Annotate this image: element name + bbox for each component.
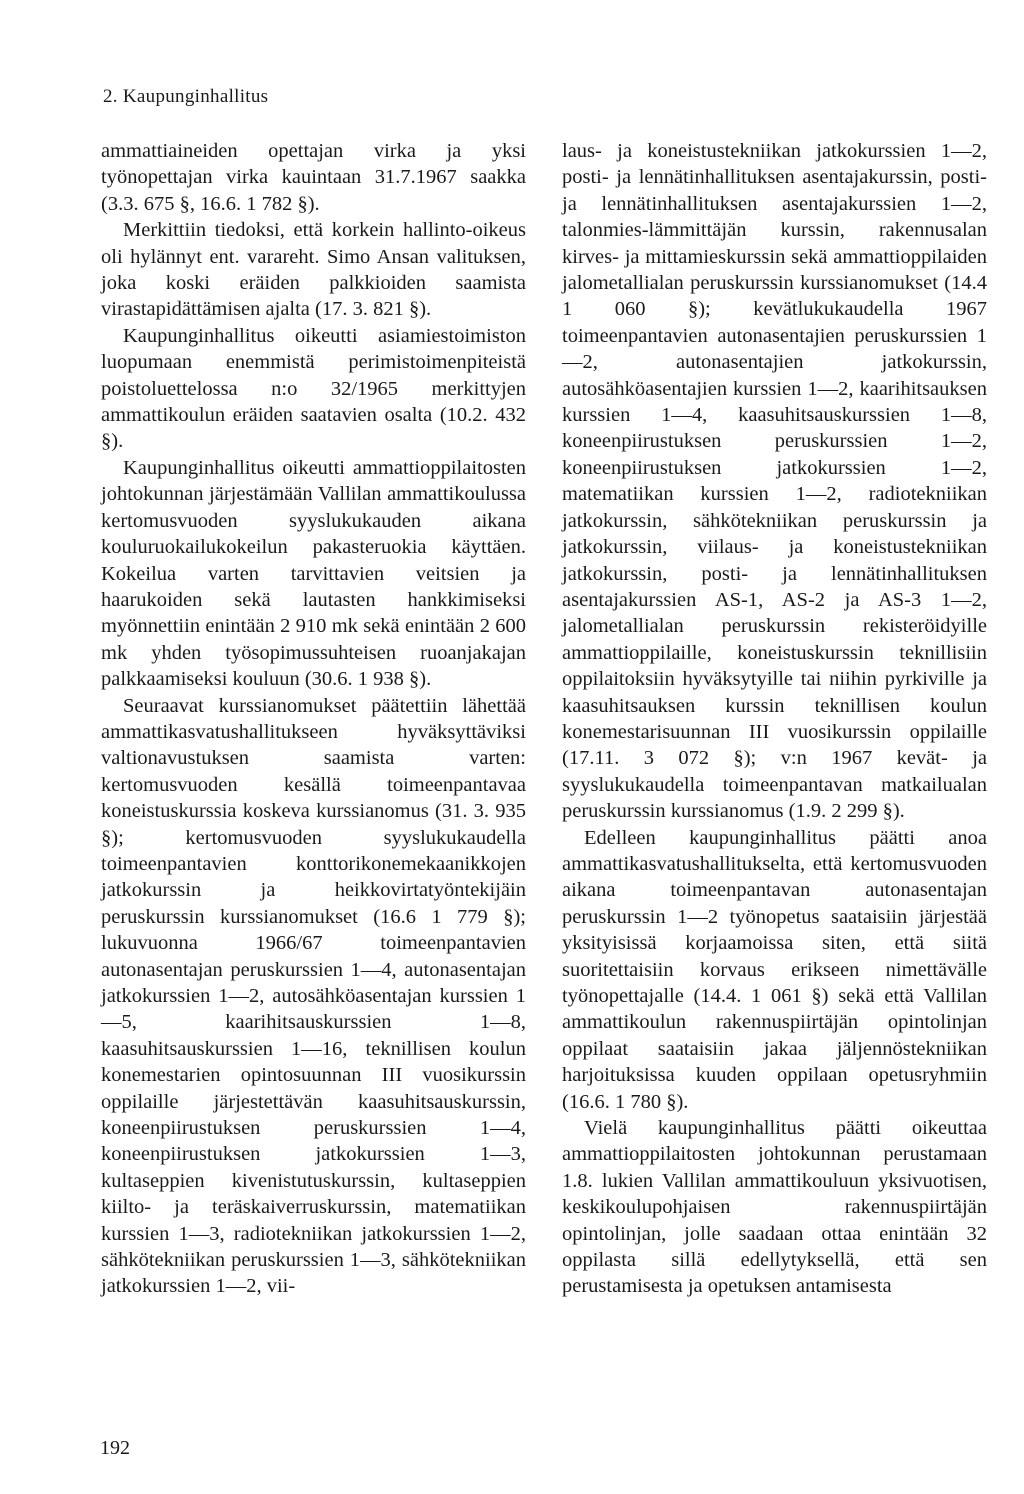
paragraph-school-meal-trial: Kaupunginhallitus oikeutti ammattioppilaitosten johtokunnan järjestämään Vallilan ammattikoulussa kertomusvuoden syyslukukauden aikana kouluruokailukokeilun pakasteruokia käyttäen. Kokeilua varten tarvittavien veitsien ja haarukoiden sekä lautasten hankkimiseksi myönnettiin enintään 2 910 mk sekä enintään 2 600 mk yhden työsopimussuhteisen ruoanjakajan palkkaamiseksi kouluun (30.6. 1 938 §). — [101, 456, 526, 691]
page-number: 192 — [100, 1437, 130, 1459]
paragraph-collection-measures: Kaupunginhallitus oikeutti asiamiestoimiston luopumaan enemmistä perimistoimenpiteistä poistoluettelossa n:o 32/1965 merkittyjen ammattikoulun eräiden saatavien osalta (10.2. 432 §). — [101, 324, 526, 453]
paragraph-new-study-line: Vielä kaupunginhallitus päätti oikeuttaa ammattioppilaitosten johtokunnan perustamaan 1.8. lukien Vallilan ammattikouluun yksivuotisen, keskikoulupohjaisen rakennuspiirtäjän opintolinjan, jolle saadaan ottaa enintään 32 oppilasta sillä edellytyksellä, että sen perustamisesta ja opetuksen antamisesta — [562, 1117, 987, 1298]
paragraph-work-instruction: Edelleen kaupunginhallitus päätti anoa ammattikasvatushallitukselta, että kertomusvuoden aikana toimeenpantavan autonasentajan peruskurssin 1—2 työnopetus saataisiin järjestää yksityisissä korjaamoissa siten, että siitä suoritettaisiin korvaus erikseen nimettävälle työnopettajalle (14.4. 1 061 §) sekä että Vallilan ammattikoulun rakennuspiirtäjän opintolinjan oppilaat saataisiin jakaa jäljennöstekniikan harjoituksissa kuuden oppilaan opetusryhmiin (16.6. 1 780 §). — [562, 826, 987, 1113]
paragraph-continuation: ammattiaineiden opettajan virka ja yksi työnopettajan virka kauintaan 31.7.1967 saakka (3.3. 675 §, 16.6. 1 782 §). — [101, 140, 526, 215]
paragraph-appeal-decision: Merkittiin tiedoksi, että korkein hallinto-oikeus oli hylännyt ent. varareht. Simo Ansan valituksen, joka koski eräiden palkkioiden saamista virastapidättämisen ajalta (17. 3. 821 §). — [101, 219, 526, 321]
paragraph-course-applications-cont: laus- ja koneistustekniikan jatkokurssien 1—2, posti- ja lennätinhallituksen asentajakurssin, posti- ja lennätinhallituksen asentajakurssien 1—2, talonmies-lämmittäjän kurssin, rakennusalan kirves- ja mittamieskurssin sekä ammattioppilaiden jalometallialan peruskurssin kurssianomukset (14.4 1 060 §); kevätlukukaudella 1967 toimeenpantavien autonasentajien peruskurssien 1—2, autonasentajien jatkokurssin, autosähköasentajien kurssien 1—2, kaarihitsauksen kurssien 1—4, kaasuhitsauskurssien 1—8, koneenpiirustuksen peruskurssien 1—2, koneenpiirustuksen jatkokurssien 1—2, matematiikan kurssien 1—2, radiotekniikan jatkokurssin, sähkötekniikan peruskurssin ja jatkokurssin, viilaus- ja koneistustekniikan jatkokurssin, posti- ja lennätinhallituksen asentajakurssien AS-1, AS-2 ja AS-3 1—2, jalometallialan peruskurssin rekisteröidyille ammattioppilaille, koneistuskurssin teknillisiin oppilaitoksiin hyväksytyille tai niihin pyrkiville ja kaasuhitsauksen kurssin teknillisen koulun konemestarisuunnan III vuosikurssin oppilaille (17.11. 3 072 §); v:n 1967 kevät- ja syyslukukaudella toimeenpantavan matkailualan peruskurssin kurssianomus (1.9. 2 299 §). — [562, 140, 987, 823]
paragraph-course-applications: Seuraavat kurssianomukset päätettiin lähettää ammattikasvatushallitukseen hyväksyttäviksi valtionavustuksen saamista varten: kertomusvuoden kesällä toimeenpantavaa koneistuskurssia koskeva kurssianomus (31. 3. 935 §); kertomusvuoden syyslukukaudella toimeenpantavien konttorikonemekaanikkojen jatkokurssin ja heikkovirtatyöntekijäin peruskurssin kurssianomukset (16.6 1 779 §); lukuvuonna 1966/67 toimeenpantavien autonasentajan peruskurssien 1—4, autonasentajan jatkokurssien 1—2, autosähköasentajan kurssien 1—5, kaarihitsauskurssien 1—8, kaasuhitsauskurssien 1—16, teknillisen koulun konemestarien opintosuunnan III vuosikurssin oppilaille järjestettävän kaasuhitsauskurssin, koneenpiirustuksen peruskurssien 1—4, koneenpiirustuksen jatkokurssien 1—3, kultaseppien kivenistutuskurssin, kultaseppien kiilto- ja teräskaiverruskurssin, matematiikan kurssien 1—3, radiotekniikan jatkokurssien 1—2, sähkötekniikan peruskurssien 1—3, sähkötekniikan jatkokurssien 1—2, vii- — [101, 694, 526, 1298]
left-column — [101, 138, 526, 1300]
right-column — [562, 138, 987, 1300]
running-header: 2. Kaupunginhallitus — [103, 86, 269, 107]
